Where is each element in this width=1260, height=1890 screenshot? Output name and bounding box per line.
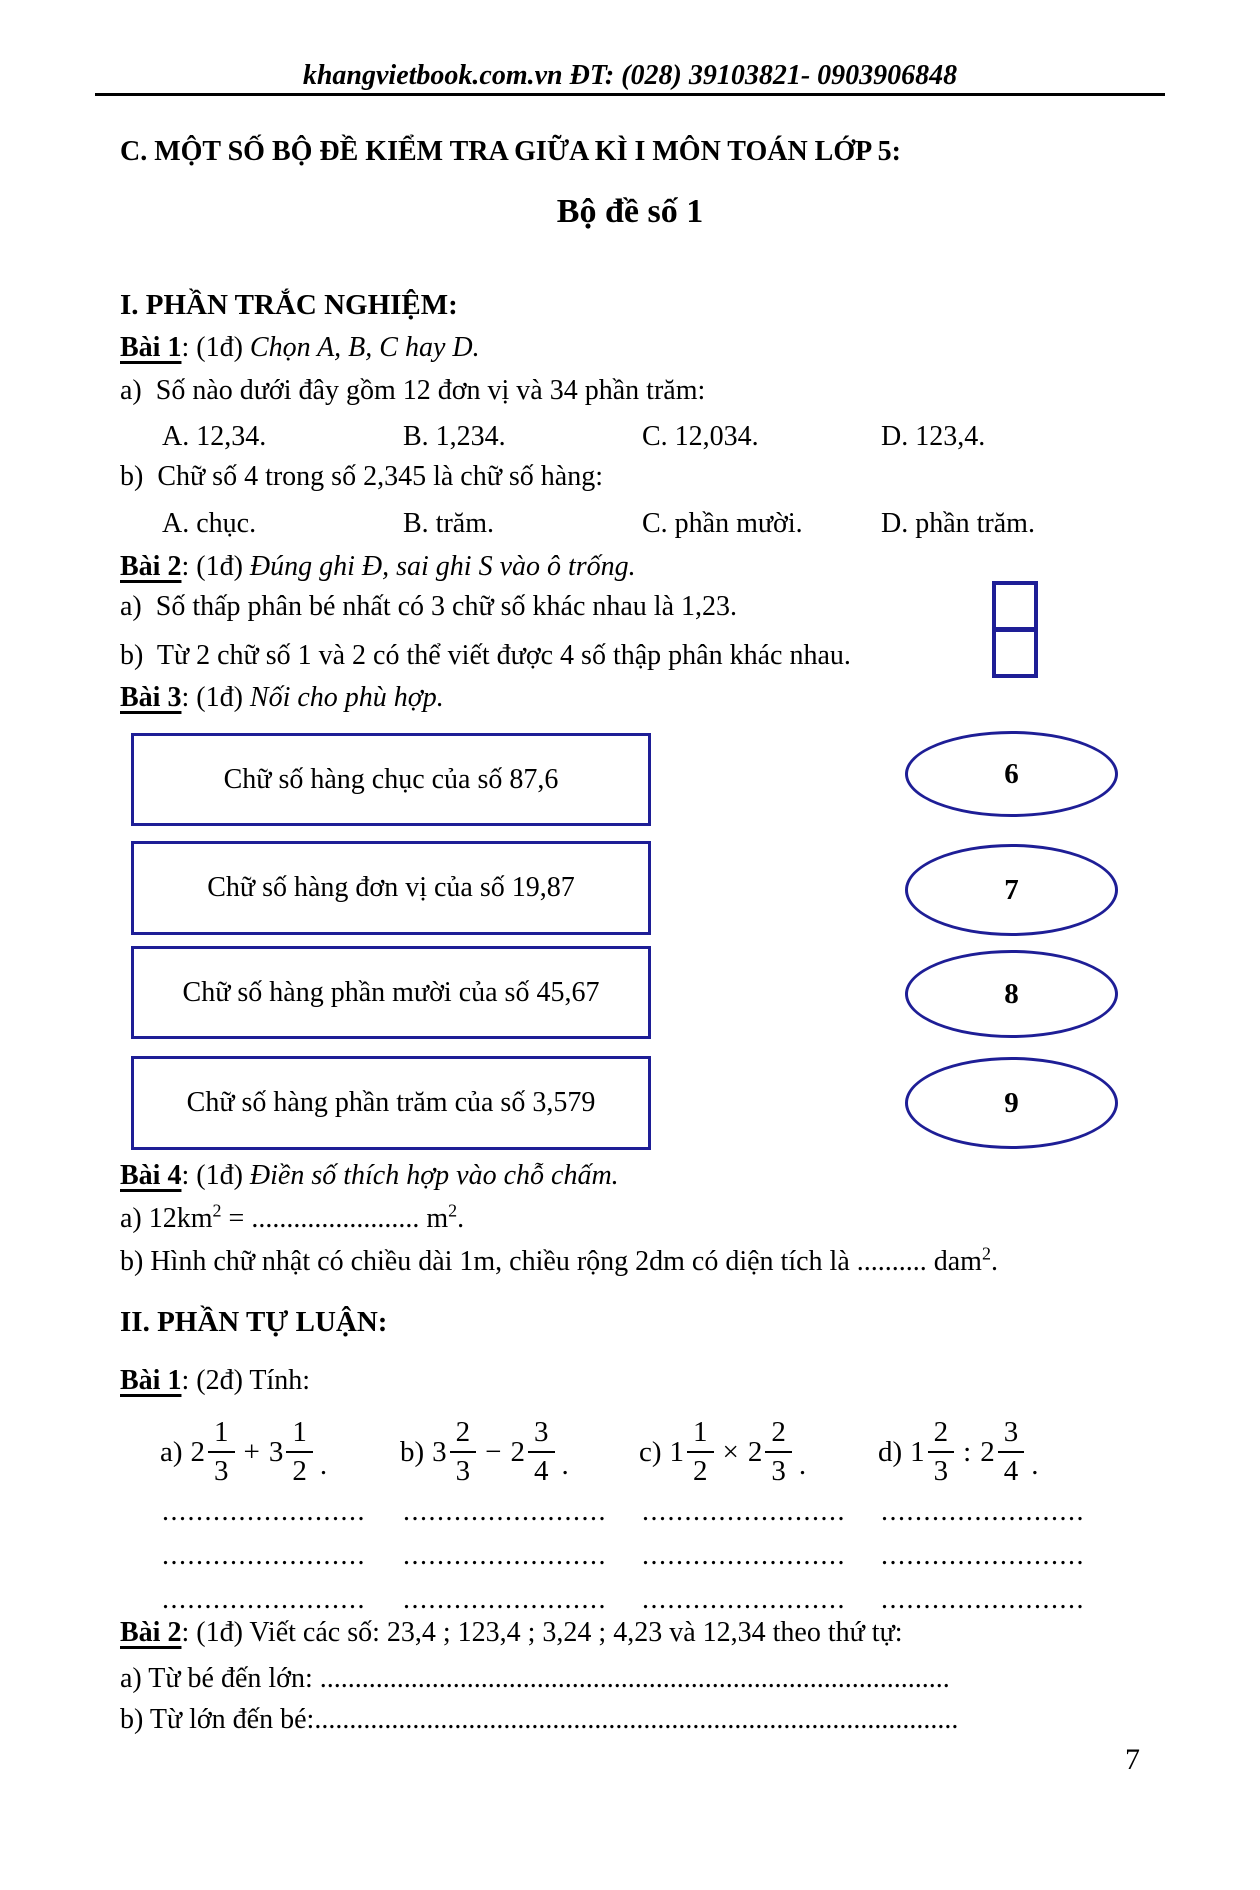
answer-line[interactable]: ........................ [881, 1584, 1085, 1615]
denominator: 3 [928, 1451, 955, 1487]
match-right-4-text: 9 [1004, 1086, 1019, 1119]
answer-line[interactable]: ........................ [642, 1496, 846, 1527]
answer-line[interactable]: ........................ [403, 1540, 607, 1571]
whole-number: 3 [268, 1435, 284, 1468]
bai2-item-b: b) Từ 2 chữ số 1 và 2 có thể viết được 4 số thập phân khác nhau. [120, 640, 851, 671]
bai4-header [120, 1154, 619, 1198]
option-1a-D[interactable]: D. 123,4. [881, 421, 986, 452]
bai4-a-sup2: 2 [448, 1200, 458, 1221]
part2-bai1-instruction: Tính: [249, 1365, 311, 1396]
match-right-2[interactable] [905, 844, 1118, 936]
fraction [528, 1417, 555, 1488]
part2-bai2-answer-a[interactable]: a) Từ bé đến lớn: .......................................................................................... [120, 1663, 950, 1694]
problem-label: a) [160, 1435, 183, 1468]
whole-number: 2 [980, 1435, 995, 1468]
option-1b-C[interactable]: C. phần mười. [642, 508, 803, 539]
numerator: 3 [534, 1415, 549, 1448]
bai1-score: : (1đ) [181, 332, 250, 363]
match-right-2-text: 7 [1004, 873, 1019, 906]
option-1b-A[interactable]: A. chục. [162, 508, 257, 539]
exam-title: Bộ đề số 1 [556, 193, 704, 230]
fraction-problem-a [160, 1402, 327, 1502]
fraction [450, 1417, 477, 1488]
option-1a-C[interactable]: C. 12,034. [642, 421, 759, 452]
denominator: 4 [528, 1451, 555, 1487]
part2-bai2-instruction: Viết các số: 23,4 ; 123,4 ; 3,24 ; 4,23 và 12,34 theo thứ tự: [249, 1617, 903, 1648]
numerator: 1 [693, 1415, 708, 1448]
match-right-1[interactable] [905, 731, 1118, 817]
match-right-3[interactable] [905, 950, 1118, 1038]
match-left-4-text: Chữ số hàng phần trăm của số 3,579 [186, 1087, 596, 1118]
match-right-3-text: 8 [1004, 977, 1019, 1010]
match-left-3-text: Chữ số hàng phần mười của số 45,67 [182, 976, 600, 1008]
bai1-question-a: a) Số nào dưới đây gồm 12 đơn vị và 34 phần trăm: [120, 375, 706, 406]
operator: − [485, 1435, 502, 1468]
period: . [1031, 1448, 1039, 1481]
option-1a-A[interactable]: A. 12,34. [162, 421, 267, 452]
bai4-a-end: . [457, 1203, 465, 1234]
bai4-label: Bài 4 [120, 1160, 182, 1191]
denominator: 3 [765, 1451, 792, 1487]
option-1b-D[interactable]: D. phần trăm. [881, 508, 1035, 539]
part2-title: II. PHẦN TỰ LUẬN: [120, 1306, 388, 1338]
part2-bai2-header [120, 1611, 903, 1655]
page-number: 7 [1125, 1743, 1140, 1776]
bai2-header [120, 545, 636, 589]
bai2-score: : (1đ) [181, 551, 250, 582]
bai4-b-sup: 2 [981, 1243, 991, 1264]
numerator: 1 [214, 1415, 229, 1448]
bai1-instruction: Chọn A, B, C hay D. [249, 332, 480, 363]
part2-bai1-header [120, 1359, 310, 1403]
period: . [798, 1448, 807, 1481]
option-1b-B[interactable]: B. trăm. [403, 508, 494, 539]
section-c-title: C. MỘT SỐ BỘ ĐỀ KIỂM TRA GIỮA KÌ I MÔN TOÁN LỚP 5: [120, 136, 902, 167]
bai3-score: : (1đ) [181, 682, 250, 713]
answer-box-b[interactable] [992, 628, 1038, 678]
bai4-b-pre: b) Hình chữ nhật có chiều dài 1m, chiều rộng 2dm có diện tích là .......... dam [120, 1246, 982, 1277]
match-left-2-text: Chữ số hàng đơn vị của số 19,87 [207, 872, 575, 903]
answer-line[interactable]: ........................ [642, 1584, 846, 1615]
problem-label: c) [639, 1435, 662, 1468]
answer-line[interactable]: ........................ [162, 1584, 366, 1615]
match-right-1-text: 6 [1004, 757, 1019, 790]
match-right-4[interactable] [905, 1057, 1118, 1149]
operator: × [722, 1435, 739, 1468]
numerator: 2 [455, 1415, 471, 1448]
bai3-header [120, 676, 444, 720]
bai4-a-dots: = ........................ m [221, 1203, 449, 1234]
answer-line[interactable]: ........................ [881, 1540, 1085, 1571]
bai2-instruction: Đúng ghi Đ, sai ghi S vào ô trống. [249, 551, 636, 582]
period: . [319, 1448, 328, 1481]
bai3-instruction: Nối cho phù hợp. [249, 682, 444, 713]
bai4-b-end: . [990, 1246, 998, 1277]
bai1-question-b: b) Chữ số 4 trong số 2,345 là chữ số hàng: [120, 461, 603, 492]
bai3-label: Bài 3 [120, 682, 182, 713]
operator: + [243, 1435, 260, 1468]
bai4-a-pre: a) 12km [120, 1203, 213, 1234]
part2-bai2-score: : (1đ) [181, 1617, 250, 1648]
denominator: 2 [687, 1451, 714, 1487]
problem-label: b) [400, 1435, 425, 1468]
answer-line[interactable]: ........................ [162, 1540, 366, 1571]
part2-bai1-score: : (2đ) [181, 1365, 250, 1396]
part1-title: I. PHẦN TRẮC NGHIỆM: [120, 289, 458, 321]
bai4-a-sup1: 2 [212, 1200, 222, 1221]
numerator: 1 [292, 1415, 307, 1448]
answer-line[interactable]: ........................ [403, 1584, 607, 1615]
whole-number: 1 [910, 1435, 925, 1468]
fraction-problem-b [400, 1402, 569, 1502]
whole-number: 2 [510, 1435, 526, 1468]
numerator: 2 [933, 1415, 949, 1448]
match-left-1[interactable] [131, 733, 651, 826]
bai4-instruction: Điền số thích hợp vào chỗ chấm. [249, 1160, 619, 1191]
denominator: 4 [998, 1451, 1025, 1487]
part2-bai2-label: Bài 2 [120, 1617, 182, 1648]
fraction [765, 1417, 792, 1488]
bai4-blank-b[interactable] [120, 1240, 998, 1284]
header-rule [95, 93, 1165, 96]
problem-label: d) [878, 1435, 903, 1468]
whole-number: 3 [432, 1435, 447, 1468]
answer-line[interactable]: ........................ [403, 1496, 607, 1527]
fraction [687, 1417, 714, 1488]
answer-box-a[interactable] [992, 581, 1038, 631]
bai2-item-a: a) Số thấp phân bé nhất có 3 chữ số khác nhau là 1,23. [120, 591, 738, 622]
denominator: 2 [286, 1451, 313, 1487]
period: . [561, 1448, 569, 1481]
site-header: khangvietbook.com.vn ĐT: (028) 39103821- 0903906848 [302, 60, 958, 91]
fraction [998, 1417, 1025, 1488]
answer-line[interactable]: ........................ [642, 1540, 846, 1571]
answer-line[interactable]: ........................ [162, 1496, 366, 1527]
denominator: 3 [208, 1451, 235, 1487]
part2-bai2-answer-b[interactable]: b) Từ lớn đến bé:............................................................................................ [120, 1704, 959, 1735]
match-left-1-text: Chữ số hàng chục của số 87,6 [223, 763, 559, 795]
fraction [208, 1417, 235, 1488]
operator: : [963, 1435, 972, 1468]
bai1-label: Bài 1 [120, 332, 182, 363]
fraction [286, 1417, 313, 1488]
match-left-3[interactable] [131, 946, 651, 1039]
numerator: 2 [771, 1415, 786, 1448]
bai1-header [120, 326, 480, 370]
bai2-label: Bài 2 [120, 551, 182, 582]
match-left-4[interactable] [131, 1056, 651, 1150]
bai4-blank-a[interactable] [120, 1197, 464, 1241]
whole-number: 2 [190, 1435, 206, 1468]
whole-number: 2 [747, 1435, 763, 1468]
part2-bai1-label: Bài 1 [120, 1365, 182, 1396]
fraction-problem-c [639, 1402, 806, 1502]
option-1a-B[interactable]: B. 1,234. [403, 421, 506, 452]
fraction-problem-d [878, 1402, 1038, 1502]
denominator: 3 [450, 1451, 477, 1487]
whole-number: 1 [669, 1435, 685, 1468]
fraction [928, 1417, 955, 1488]
numerator: 3 [1003, 1415, 1019, 1448]
answer-line[interactable]: ........................ [881, 1496, 1085, 1527]
bai4-score: : (1đ) [181, 1160, 250, 1191]
match-left-2[interactable] [131, 841, 651, 935]
